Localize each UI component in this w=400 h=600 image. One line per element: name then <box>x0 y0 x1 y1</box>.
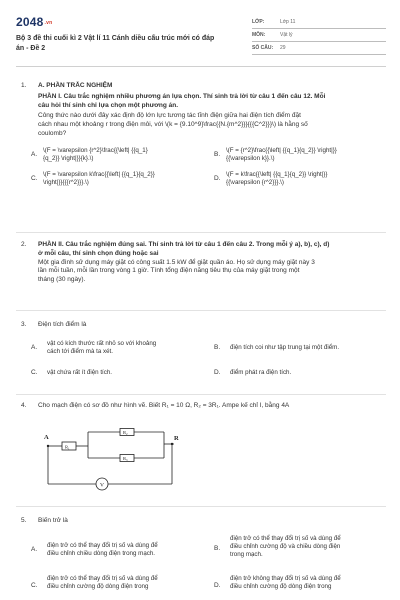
option-letter: D. <box>214 581 221 589</box>
option-line: \(F = \varepsilon k\frac{{\left| {{q_1}{q_2}} <box>43 170 155 178</box>
option-b[interactable] <box>214 340 389 362</box>
option-letter: B. <box>214 544 221 552</box>
option-line: điều chỉnh cường độ và chiều dòng điện <box>230 543 341 551</box>
option-line: điều chỉnh chiều dòng điện trong mạch. <box>47 550 156 558</box>
part-instruction-line: PHẦN I. Câu trắc nghiệm nhiều phương án lựa chọn. Thí sinh trả lời từ câu 1 đến câu 12. Mỗi <box>38 92 326 100</box>
node-a <box>47 445 49 447</box>
option-letter: A. <box>31 343 38 351</box>
option-letter: A. <box>31 545 38 553</box>
option-line: {{\varepsilon k}}.\) <box>226 154 275 162</box>
question-1 <box>16 82 388 232</box>
question-stem-line: lần mỗi tuần, mỗi lần trong vòng 1 giờ. Tính tổng điện năng tiêu thụ của máy giặt trong một <box>38 267 300 275</box>
option-b[interactable] <box>214 147 389 169</box>
option-b[interactable] <box>214 535 389 565</box>
question-stem: Điện tích điểm là <box>38 321 87 328</box>
circuit-diagram <box>40 428 200 498</box>
part-instruction-line: câu hỏi thí sinh chỉ lựa chọn một phương án. <box>38 101 179 109</box>
label-v: V <box>100 482 104 489</box>
question-stem-line: cách nhau một khoảng r trong điện môi, với \(k = {9.10^9}\frac{{N.{m^2}}}{{{C^2}}}\) là hằng số <box>38 121 308 129</box>
option-c[interactable] <box>31 171 206 193</box>
question-separator <box>16 232 386 233</box>
option-letter: C. <box>31 368 38 376</box>
label-b: R <box>174 435 179 442</box>
option-d[interactable] <box>214 575 389 599</box>
option-line: điều chỉnh cường độ dòng điện trong <box>47 583 149 591</box>
option-line: {q_2}} \right|}}{k}.\) <box>43 154 94 162</box>
option-line: điện trở có thể thay đổi trị số và dùng để <box>47 541 158 549</box>
option-line: điện trở có thể thay đổi trị số và dùng để <box>230 534 341 542</box>
option-line: \(F = \varepsilon {r^2}\frac{{\left| {{q_1} <box>43 146 148 154</box>
question-number: 3. <box>21 321 27 328</box>
option-line: \(F = k\frac{{\left| {{q_1}{q_2}} \right|}} <box>226 170 328 178</box>
question-stem: Biến trở là <box>38 517 68 524</box>
option-c[interactable] <box>31 369 206 383</box>
option-line: {{\varepsilon {r^2}}}.\) <box>226 178 284 186</box>
meta-value: Vật lý <box>280 31 293 38</box>
meta-row-subject <box>252 29 386 42</box>
part-instruction-line: PHẦN II. Câu trắc nghiệm đúng sai. Thí sinh trả lời từ câu 1 đến câu 2. Trong mỗi ý a), b), c), d) <box>38 241 330 248</box>
label-r3: R₃ <box>123 456 128 461</box>
option-letter: B. <box>214 150 221 158</box>
question-separator <box>16 506 386 507</box>
section-heading: A. PHẦN TRẮC NGHIỆM <box>38 82 113 89</box>
part-instruction-line: ở mỗi câu, thí sinh chọn đúng hoặc sai <box>38 249 159 257</box>
question-number: 2. <box>21 241 27 248</box>
question-number: 4. <box>21 402 27 409</box>
meta-row-count <box>252 42 386 55</box>
option-d[interactable] <box>214 171 389 193</box>
option-a[interactable] <box>31 542 206 568</box>
question-separator <box>16 394 386 395</box>
question-3 <box>16 321 388 391</box>
option-line: điều chỉnh cường độ dòng điện trong <box>230 583 332 591</box>
option-letter: D. <box>214 368 221 376</box>
option-a[interactable] <box>31 147 206 169</box>
site-logo[interactable] <box>16 14 52 30</box>
question-stem-line: Công thức nào dưới đây xác định độ lớn lực tương tác tĩnh điện giữa hai điện tích điểm đặt <box>38 112 301 120</box>
header-divider <box>16 66 386 67</box>
option-letter: C. <box>31 581 38 589</box>
question-5 <box>16 517 388 600</box>
option-line: điện trở không thay đổi trị số và dùng để <box>230 574 341 582</box>
document-title: Bộ 3 đề thi cuối kì 2 Vật lí 11 Cánh diều cấu trúc mới có đáp án - Đề 2 <box>16 35 215 52</box>
label-r1: R₁ <box>65 444 70 450</box>
option-line: \right|}}{{{r^2}}}.\) <box>43 178 89 186</box>
option-line: \(F = {r^2}\frac{{\left| {{q_1}{q_2}} \right|}} <box>226 146 337 154</box>
question-2 <box>16 241 388 303</box>
option-line: cách tới điểm mà ta xét. <box>47 348 113 356</box>
question-stem-line: Một gia đình sử dụng máy giặt có công suất 1.5 kW để giặt quần áo. Họ sử dụng máy giặt này 3 <box>38 258 315 266</box>
option-d[interactable] <box>214 369 389 383</box>
option-letter: C. <box>31 174 38 182</box>
question-number: 1. <box>21 82 27 89</box>
option-line: vật có kích thước rất nhỏ so với khoảng <box>47 339 157 347</box>
question-stem-line: tháng (30 ngày). <box>38 276 86 284</box>
question-stem-line: coulomb? <box>38 129 67 137</box>
meta-table <box>252 16 386 55</box>
option-line: vật chứa rất ít điện tích. <box>47 368 113 376</box>
option-line: điện tích coi như tập trung tại một điểm. <box>230 343 340 351</box>
label-r2: R₂ <box>123 430 128 435</box>
meta-value: 29 <box>280 44 286 51</box>
question-number: 5. <box>21 517 27 524</box>
question-stem: Cho mạch điện có sơ đồ như hình vẽ. Biết R₁ = 10 Ω, R₂ = 3R₁. Ampe kế chỉ I, bằng 4A <box>38 402 290 409</box>
option-line: trong mạch. <box>230 551 263 559</box>
meta-label: MÔN: <box>252 31 266 38</box>
option-letter: B. <box>214 343 221 351</box>
option-letter: D. <box>214 174 221 182</box>
meta-label: SỐ CÂU: <box>252 44 274 51</box>
meta-value: Lớp 11 <box>280 18 296 25</box>
option-a[interactable] <box>31 340 206 362</box>
option-line: điện trở có thể thay đổi trị số và dùng để <box>47 574 158 582</box>
question-separator <box>16 310 386 311</box>
meta-row-class <box>252 16 386 29</box>
option-c[interactable] <box>31 575 206 599</box>
document-header <box>16 14 386 60</box>
meta-label: LỚP: <box>252 18 265 25</box>
node-b <box>171 443 173 445</box>
logo-main: 2048 <box>16 15 44 29</box>
label-a: A <box>44 434 49 441</box>
logo-suffix: .vn <box>44 20 53 26</box>
option-line: điểm phát ra điện tích. <box>230 368 292 376</box>
option-letter: A. <box>31 150 38 158</box>
